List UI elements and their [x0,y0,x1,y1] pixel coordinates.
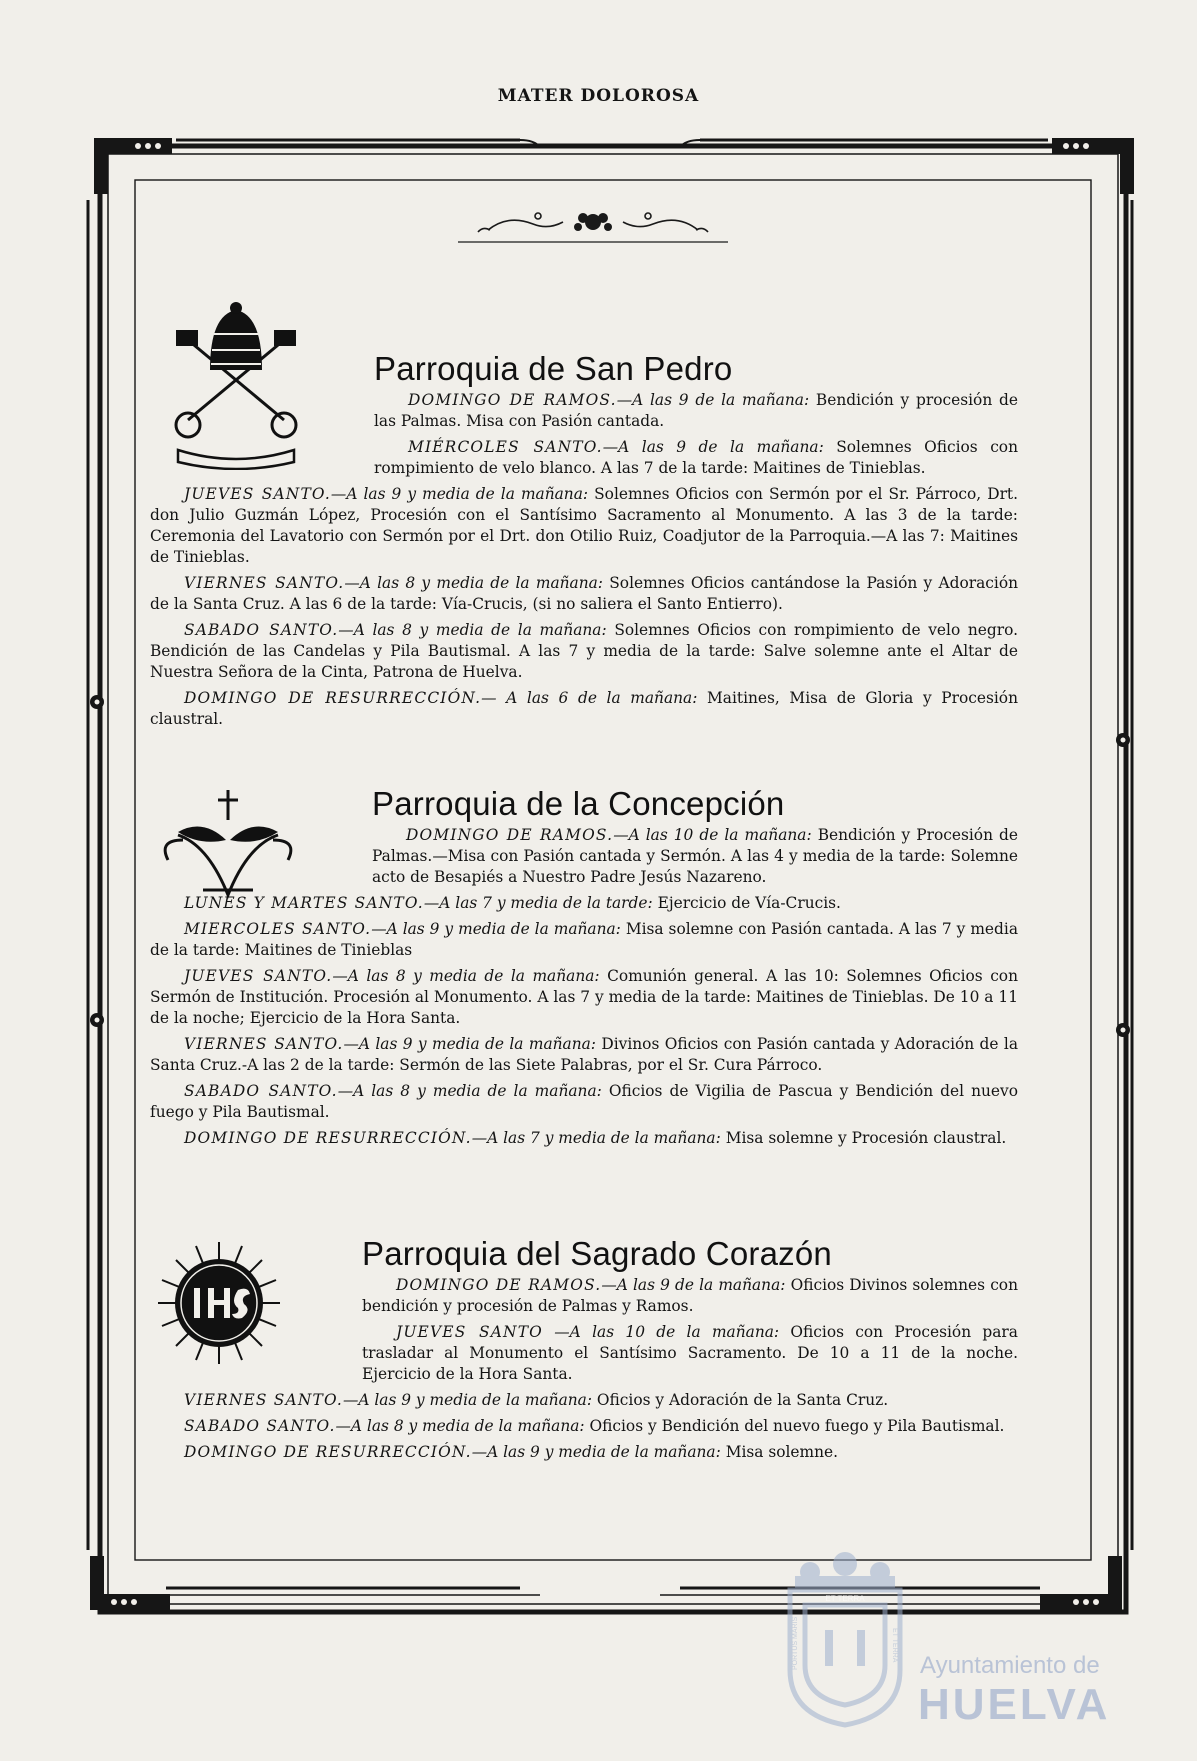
schedule-entry: JUEVES SANTO.—A las 9 y media de la mañana: Solemnes Oficios con Sermón por el Sr. Párroco, Drt. don Julio Guzmán López, Procesión con el Santísimo Sacramento al Monumento. A las 3 de la tarde: Ceremonia del Lavatorio con Sermón por el Drt. don Otilio Ruiz, Coadjutor de la Parroquia.—A las 7: Maitines de Tinieblas. [150,485,1019,566]
schedule-entry: LUNES Y MARTES SANTO.—A las 7 y media de la tarde: Ejercicio de Vía-Crucis. [184,894,841,912]
parish-title: Parroquia de la Concepción [372,785,785,822]
schedule-entry: DOMINGO DE RAMOS.—A las 10 de la mañana: Bendición y Procesión de Palmas.—Misa con Pasión cantada y Sermón. A las 4 y media de la tarde: Solemne acto de Besapiés a Nuestro Padre Jesús Nazareno. [372,826,1018,886]
schedule-entry: VIERNES SANTO.—A las 9 y media de la mañana: Divinos Oficios con Pasión cantada y Adoración de la Santa Cruz.-A las 2 de la tarde: Sermón de las Siete Palabras, por el Sr. Cura Párroco. [150,1035,1019,1074]
section-concepcion [150,785,1018,1154]
schedule-entry: DOMINGO DE RESURRECCIÓN.— A las 6 de la mañana: Maitines, Misa de Gloria y Procesión claustral. [150,689,1018,728]
schedule-entry: SABADO SANTO.—A las 8 y media de la mañana: Solemnes Oficios con rompimiento de velo negro. Bendición de las Candelas y Pila Bautismal. A las 7 y media de la tarde: Salve solemne ante el Altar de Nuestra Señora de la Cinta, Patrona de Huelva. [150,621,1018,681]
schedule-entry: DOMINGO DE RAMOS.—A las 9 de la mañana: Bendición y procesión de las Palmas. Misa con Pasión cantada. [374,391,1018,430]
schedule-entry: JUEVES SANTO.—A las 8 y media de la mañana: Comunión general. A las 10: Solemnes Oficios con Sermón de Institución. Procesión al Monumento. A las 7 y media de la tarde: Maitines de Tinieblas. De 10 a 11 de la noche; Ejercicio de la Hora Santa. [150,967,1018,1027]
schedule-entry: JUEVES SANTO —A las 10 de la mañana: Oficios con Procesión para trasladar al Monumento el Santísimo Sacramento. De 10 a 11 de la noche. Ejercicio de la Hora Santa. [362,1323,1018,1383]
shield-side-text-right: ET TERRA [891,1628,898,1663]
schedule-entry: MIÉRCOLES SANTO.—A las 9 de la mañana: Solemnes Oficios con rompimiento de velo blanco. A las 7 de la tarde: Maitines de Tinieblas. [374,438,1018,477]
running-head: MATER DOLOROSA [497,86,700,106]
schedule-entry: DOMINGO DE RESURRECCIÓN.—A las 7 y media de la mañana: Misa solemne y Procesión claustral. [184,1129,1007,1147]
schedule-entry: MIERCOLES SANTO.—A las 9 y media de la mañana: Misa solemne con Pasión cantada. A las 7 y media de la tarde: Maitines de Tinieblas [150,920,1018,959]
watermark-line2: HUELVA [918,1680,1111,1729]
section-sagrado-corazon [150,1235,1018,1468]
schedule-entry: DOMINGO DE RAMOS.—A las 9 de la mañana: Oficios Divinos solemnes con bendición y procesión de Palmas y Ramos. [362,1276,1018,1315]
shield-side-text-left: PORTUS MARIS [792,1616,799,1670]
parish-title: Parroquia de San Pedro [374,350,733,387]
schedule-entry: DOMINGO DE RESURRECCIÓN.—A las 9 y media de la mañana: Misa solemne. [184,1443,839,1461]
schedule-entry: SABADO SANTO.—A las 8 y media de la mañana: Oficios y Bendición del nuevo fuego y Pila Bautismal. [184,1417,1005,1435]
schedule-entry: VIERNES SANTO.—A las 9 y media de la mañana: Oficios y Adoración de la Santa Cruz. [184,1391,889,1409]
section-san-pedro [150,350,1018,735]
parish-title: Parroquia del Sagrado Corazón [362,1235,832,1272]
header-ornament [458,202,728,246]
watermark-line1: Ayuntamiento de [920,1652,1100,1679]
schedule-entry: VIERNES SANTO.—A las 8 y media de la mañana: Solemnes Oficios cantándose la Pasión y Adoración de la Santa Cruz. A las 6 de la tarde: Vía-Crucis, (si no saliera el Santo Entierro). [150,574,1018,613]
shield-text: ET TERRA [825,1594,865,1603]
schedule-entry: SABADO SANTO.—A las 8 y media de la mañana: Oficios de Vigilia de Pascua y Bendición del nuevo fuego y Pila Bautismal. [150,1082,1019,1121]
huelva-shield-watermark [780,1550,910,1730]
